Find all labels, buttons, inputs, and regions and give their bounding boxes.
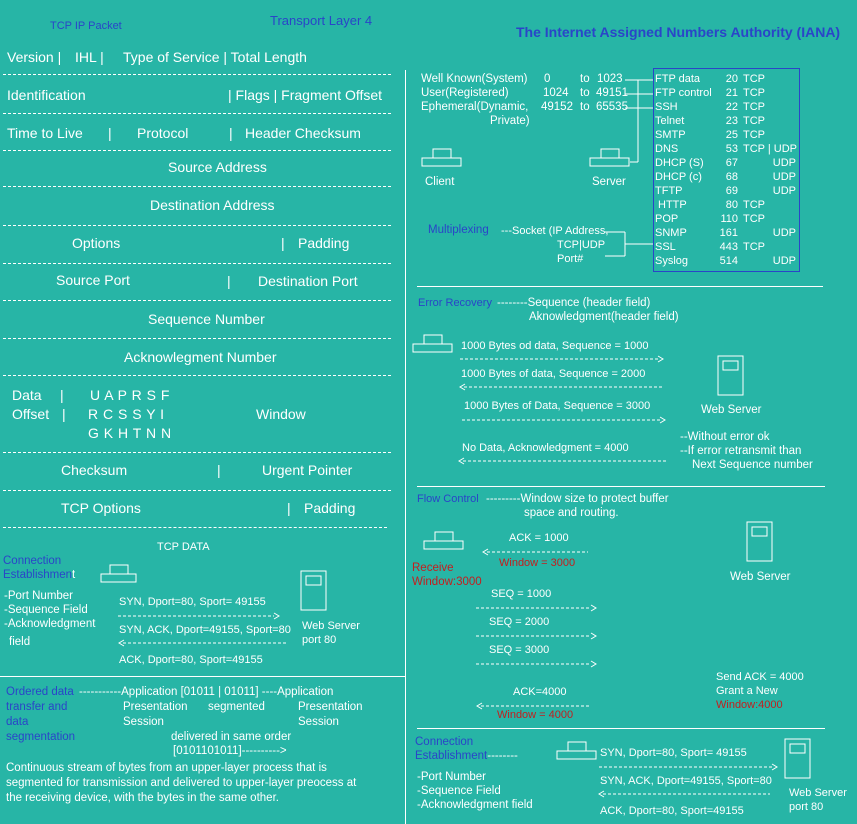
port-protocol: TCP [743, 115, 765, 127]
separator: | [229, 125, 233, 141]
section-divider [417, 728, 825, 729]
port80-label: port 80 [789, 801, 824, 813]
fc-window-line-2: space and routing. [524, 507, 619, 519]
arrow-right [599, 762, 779, 772]
syn-ack-message: SYN, ACK, Dport=49155, Sport=80 [600, 775, 772, 787]
port-name: FTP control [655, 87, 712, 99]
port-number: 110 [720, 213, 738, 225]
computer-icon [589, 148, 631, 171]
arrow-right [460, 354, 665, 364]
window-4000: Window = 4000 [497, 709, 574, 721]
user-label: User(Registered) [421, 87, 509, 99]
well-known-end: 1023 [597, 73, 623, 85]
header-padding-2: Padding [304, 500, 356, 516]
socket-line-3: Port# [557, 253, 584, 265]
port-protocol: UDP [772, 171, 796, 183]
separator: | [287, 500, 291, 516]
computer-icon [556, 741, 598, 764]
bits-stream: [0101101011]----------> [173, 745, 287, 757]
port-number-item: -Port Number [4, 590, 74, 602]
session-right: Session [298, 716, 339, 728]
user-start: 1024 [543, 87, 569, 99]
seq-1000: SEQ = 1000 [491, 588, 552, 600]
client-label: Client [425, 176, 455, 188]
section-divider [417, 286, 823, 287]
ephemeral-label-1: Ephemeral(Dynamic, [421, 101, 529, 113]
separator: | [227, 273, 231, 289]
header-protocol: Protocol [137, 125, 189, 141]
port-number: 69 [725, 185, 738, 197]
socket-line-2: TCP|UDP [557, 239, 606, 251]
header-ack-number: Acknowlegment Number [124, 349, 277, 365]
divider [3, 527, 387, 528]
computer-icon [412, 334, 454, 357]
grant-window-4000: Window:4000 [716, 699, 783, 711]
header-tcp-options: TCP Options [61, 500, 141, 516]
without-error-note: --Without error ok [680, 431, 770, 443]
arrow-right [462, 415, 667, 425]
port-number: 68 [725, 171, 738, 183]
port-name: Syslog [655, 255, 689, 267]
window-3000: Window = 3000 [499, 557, 576, 569]
ack-message: ACK, Dport=80, Sport=49155 [119, 654, 263, 666]
port-name: Telnet [655, 115, 685, 127]
conn-est-title-1: Connection [3, 555, 62, 567]
er-message-2: 1000 Bytes of data, Sequence = 2000 [461, 368, 646, 380]
header-destination-address: Destination Address [150, 197, 275, 213]
divider [3, 452, 391, 453]
header-ttl: Time to Live [7, 125, 83, 141]
server-icon [717, 355, 745, 400]
well-known-start: 0 [544, 73, 551, 85]
separator: | [62, 406, 66, 422]
arrow-right [476, 659, 598, 669]
application-flow: -----------Application [01011 | 01011] ----Application [79, 686, 334, 698]
er-message-3: 1000 Bytes of Data, Sequence = 3000 [464, 400, 651, 412]
continuous-line-2: segmented for transmission and delivered to upper-layer preocess at [6, 777, 357, 789]
divider [3, 74, 391, 75]
ephemeral-end: 65535 [596, 101, 628, 113]
header-window: Window [256, 406, 306, 422]
flow-control-title: Flow Control [417, 493, 479, 505]
arrow-right [118, 611, 280, 621]
port-number: 23 [725, 115, 738, 127]
port-protocol: TCP [743, 213, 765, 225]
header-checksum-tcp: Checksum [61, 462, 128, 478]
header-data-label: Data [12, 387, 42, 403]
server-icon [746, 521, 774, 566]
header-tos-length: Type of Service | Total Length [123, 49, 307, 65]
multiplex-bracket [605, 228, 655, 260]
header-urgent-pointer: Urgent Pointer [262, 462, 353, 478]
header-destination-port: Destination Port [258, 273, 358, 289]
section-divider [417, 486, 825, 487]
port-number: 514 [719, 255, 738, 267]
header-checksum: Header Checksum [245, 125, 361, 141]
computer-icon [100, 564, 138, 587]
seq-3000: SEQ = 3000 [489, 644, 550, 656]
conn-est-dash: -------- [487, 750, 518, 762]
port-name: POP [655, 213, 679, 225]
er-acknowledgment: Aknowledgment(header field) [529, 311, 679, 323]
server-icon [784, 738, 812, 783]
conn-est-title-2: Establishmen [3, 569, 73, 581]
syn-ack-message: SYN, ACK, Dport=49155, Sport=80 [119, 624, 291, 636]
syn-message: SYN, Dport=80, Sport= 49155 [600, 747, 747, 759]
section-divider [0, 676, 405, 677]
ordered-title-4: segmentation [6, 731, 76, 743]
web-server-label-3: Web Server [789, 787, 847, 799]
server-label: Server [592, 176, 626, 188]
port-protocol: TCP | UDP [743, 143, 797, 155]
er-message-4: No Data, Acknowledgment = 4000 [462, 442, 629, 454]
port-protocol: TCP [743, 87, 765, 99]
ack-1000: ACK = 1000 [509, 532, 569, 544]
ephemeral-to: to [580, 101, 590, 113]
ack-field-item-2: field [9, 636, 31, 648]
user-end: 49151 [596, 87, 628, 99]
computer-icon [421, 148, 463, 171]
ordered-title-1: Ordered data [6, 686, 74, 698]
port-numbers [716, 72, 738, 268]
port-number-item: -Port Number [417, 771, 487, 783]
grant-new: Grant a New [716, 685, 778, 697]
header-sequence-number: Sequence Number [148, 311, 265, 327]
arrow-left [458, 456, 668, 466]
presentation-left: Presentation [123, 701, 188, 713]
send-ack-4000: Send ACK = 4000 [716, 671, 804, 683]
error-recovery-title: Error Recovery [418, 297, 492, 309]
port-name: DHCP (S) [655, 157, 704, 169]
port-number: 443 [719, 241, 738, 253]
divider [3, 300, 391, 301]
session-left: Session [123, 716, 164, 728]
port-protocol: UDP [772, 157, 796, 169]
separator: | [60, 387, 64, 403]
port-name: SMTP [655, 129, 686, 141]
conn-est-title-1: Connection [415, 736, 474, 748]
divider [3, 263, 391, 264]
flags-row-2: R C S S Y I [88, 406, 165, 422]
port-number: 25 [725, 129, 738, 141]
header-padding: Padding [298, 235, 350, 251]
header-source-port: Source Port [56, 272, 130, 288]
computer-icon [423, 531, 465, 554]
header-offset-label: Offset [12, 406, 50, 422]
arrow-left [598, 789, 770, 799]
iana-title: The Internet Assigned Numbers Authority (IANA) [516, 24, 841, 40]
continuous-line-3: the receiving device, with the bytes in the same other. [6, 792, 279, 804]
divider [3, 225, 391, 226]
port-name: SNMP [655, 227, 687, 239]
port-name: SSH [655, 101, 678, 113]
next-sequence-note: Next Sequence number [692, 459, 813, 471]
transport-layer-title: Transport Layer 4 [270, 13, 373, 28]
divider [3, 375, 391, 376]
segmented-label: segmented [208, 701, 265, 713]
port-name: DHCP (c) [655, 171, 702, 183]
er-message-1: 1000 Bytes od data, Sequence = 1000 [461, 340, 649, 352]
port-protocol: UDP [772, 255, 796, 267]
ack-4000: ACK=4000 [513, 686, 567, 698]
divider [3, 150, 391, 151]
ephemeral-label-2: Private) [490, 115, 530, 127]
ack-field-item-1: -Acknowledgment [4, 618, 96, 630]
arrow-right [476, 603, 598, 613]
port-number: 22 [725, 101, 738, 113]
receive-label: Receive [412, 562, 454, 574]
conn-est-title-t: t [72, 569, 76, 581]
port80-label: port 80 [302, 634, 337, 646]
divider [3, 113, 391, 114]
divider [3, 186, 391, 187]
web-server-label: Web Server [701, 404, 762, 416]
port-number: 80 [725, 199, 738, 211]
well-known-to: to [580, 73, 590, 85]
header-options: Options [72, 235, 121, 251]
port-name: SSL [655, 241, 676, 253]
port-number: 53 [725, 143, 738, 155]
continuous-line-1: Continuous stream of bytes from an upper-layer process that is [6, 762, 327, 774]
header-flags-fragment: | Flags | Fragment Offset [228, 87, 383, 103]
fc-window-line-1: ---------Window size to protect buffer [486, 493, 669, 505]
separator: | [281, 235, 285, 251]
flags-row-1: U A P R S F [90, 387, 170, 403]
arrow-left [459, 382, 664, 392]
presentation-right: Presentation [298, 701, 363, 713]
port-protocol: TCP [743, 101, 765, 113]
ack-field-item: -Acknowledgment field [417, 799, 533, 811]
port-name: TFTP [655, 185, 683, 197]
port-names [655, 72, 712, 268]
ordered-title-3: data [6, 716, 29, 728]
separator: | [108, 125, 112, 141]
port-protocol: UDP [772, 185, 796, 197]
arrow-left [118, 638, 288, 648]
port-number: 20 [725, 73, 738, 85]
port-protocol: TCP [743, 73, 765, 85]
divider [3, 490, 391, 491]
ordered-title-2: transfer and [6, 701, 68, 713]
header-identification: Identification [7, 87, 86, 103]
arrow-left [482, 547, 588, 557]
if-error-note: --If error retransmit than [680, 445, 802, 457]
web-server-label-2: Web Server [730, 571, 791, 583]
tcp-ip-packet-title: TCP IP Packet [50, 20, 122, 32]
tcp-data-label: TCP DATA [157, 541, 210, 553]
arrow-right [476, 631, 598, 641]
user-to: to [580, 87, 590, 99]
conn-est-title-2: Establishment [415, 750, 488, 762]
port-name: DNS [655, 143, 679, 155]
port-number: 161 [719, 227, 738, 239]
syn-message: SYN, Dport=80, Sport= 49155 [119, 596, 266, 608]
receive-window-label: Window:3000 [412, 576, 482, 588]
port-protocol: TCP [743, 199, 765, 211]
port-protocol: TCP [743, 241, 765, 253]
ephemeral-start: 49152 [541, 101, 573, 113]
sequence-field-item: -Sequence Field [4, 604, 88, 616]
server-icon [300, 570, 328, 615]
web-server-label: Web Server [302, 620, 360, 632]
seq-2000: SEQ = 2000 [489, 616, 550, 628]
port-name: FTP data [655, 73, 701, 85]
port-protocol: TCP [743, 129, 765, 141]
socket-line-1: ---Socket (IP Address, [501, 225, 609, 237]
delivered-label: delivered in same order [171, 731, 292, 743]
port-protocols [743, 72, 796, 268]
divider [3, 338, 391, 339]
column-divider [405, 70, 406, 824]
port-number: 67 [725, 157, 738, 169]
header-ihl: IHL | [75, 49, 104, 65]
header-source-address: Source Address [168, 159, 267, 175]
separator: | [217, 462, 221, 478]
port-number: 21 [725, 87, 738, 99]
port-protocol: UDP [772, 227, 796, 239]
well-known-label: Well Known(System) [421, 73, 528, 85]
ack-message: ACK, Dport=80, Sport=49155 [600, 805, 744, 817]
header-version: Version | [7, 49, 62, 65]
sequence-field-item: -Sequence Field [417, 785, 501, 797]
flags-row-3: G K H T N N [88, 425, 172, 441]
port-name: HTTP [658, 199, 687, 211]
multiplexing-title: Multiplexing [428, 224, 489, 236]
er-sequence: --------Sequence (header field) [497, 297, 651, 309]
